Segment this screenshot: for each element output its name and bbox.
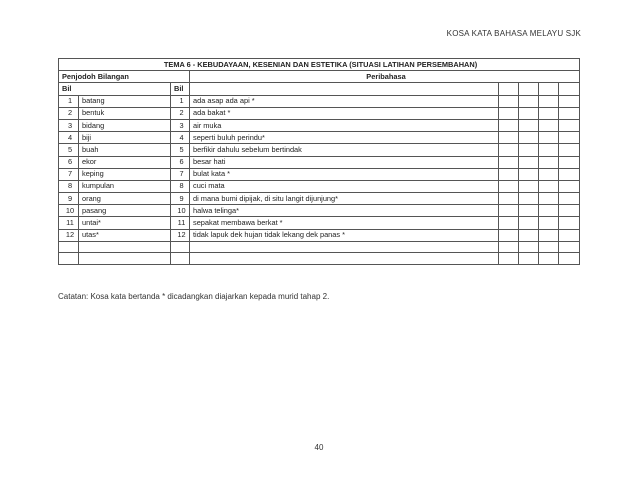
row-number-left: 3 <box>59 119 79 131</box>
empty-cell <box>499 119 519 131</box>
blank-row <box>59 253 580 265</box>
peribahasa-cell: cuci mata <box>190 180 499 192</box>
empty-cell <box>499 107 519 119</box>
peribahasa-cell: bulat kata * <box>190 168 499 180</box>
empty-cell <box>59 241 79 253</box>
bil-right-header: Bil <box>171 83 190 95</box>
empty-cell <box>539 217 559 229</box>
theme-title: TEMA 6 - KEBUDAYAAN, KESENIAN DAN ESTETIKA (SITUASI LATIHAN PERSEMBAHAN) <box>59 59 580 71</box>
empty-cell <box>559 229 580 241</box>
empty-cell <box>519 83 539 95</box>
penjodoh-cell: ekor <box>79 156 171 168</box>
penjodoh-cell: pasang <box>79 205 171 217</box>
empty-cell <box>519 107 539 119</box>
row-number-right: 3 <box>171 119 190 131</box>
empty-cell <box>559 241 580 253</box>
row-number-right: 7 <box>171 168 190 180</box>
empty-cell <box>499 229 519 241</box>
empty-cell <box>190 253 499 265</box>
peribahasa-header: Peribahasa <box>190 71 580 83</box>
row-number-right: 4 <box>171 132 190 144</box>
penjodoh-cell: biji <box>79 132 171 144</box>
empty-cell <box>59 253 79 265</box>
empty-cell <box>499 156 519 168</box>
empty-cell <box>519 193 539 205</box>
empty-cell <box>559 193 580 205</box>
peribahasa-cell: sepakat membawa berkat * <box>190 217 499 229</box>
empty-cell <box>539 168 559 180</box>
document-header: KOSA KATA BAHASA MELAYU SJK <box>446 29 581 38</box>
empty-cell <box>499 83 519 95</box>
empty-cell <box>559 156 580 168</box>
empty-cell <box>539 241 559 253</box>
empty-cell <box>559 119 580 131</box>
column-header-row <box>59 83 580 95</box>
group-header-row <box>59 71 580 83</box>
footnote: Catatan: Kosa kata bertanda * dicadangkan diajarkan kepada murid tahap 2. <box>58 292 330 301</box>
table-row <box>59 107 580 119</box>
penjodoh-cell: utas* <box>79 229 171 241</box>
penjodoh-cell: kumpulan <box>79 180 171 192</box>
row-number-left: 6 <box>59 156 79 168</box>
empty-cell <box>539 144 559 156</box>
empty-cell <box>519 132 539 144</box>
empty-cell <box>519 229 539 241</box>
empty-cell <box>519 144 539 156</box>
empty-cell <box>539 229 559 241</box>
row-number-left: 12 <box>59 229 79 241</box>
empty-cell <box>539 156 559 168</box>
penjodoh-cell: keping <box>79 168 171 180</box>
penjodoh-cell: batang <box>79 95 171 107</box>
empty-cell <box>171 241 190 253</box>
empty-cell <box>499 217 519 229</box>
empty-cell <box>519 205 539 217</box>
peribahasa-cell: berfikir dahulu sebelum bertindak <box>190 144 499 156</box>
empty-cell <box>559 168 580 180</box>
row-number-left: 1 <box>59 95 79 107</box>
page-number: 40 <box>314 443 324 452</box>
empty-cell <box>499 253 519 265</box>
bil-left-header: Bil <box>59 83 171 95</box>
row-number-right: 9 <box>171 193 190 205</box>
penjodoh-cell: buah <box>79 144 171 156</box>
vocabulary-table <box>58 58 580 265</box>
row-number-right: 1 <box>171 95 190 107</box>
empty-cell <box>559 107 580 119</box>
empty-cell <box>519 217 539 229</box>
empty-cell <box>539 180 559 192</box>
peribahasa-cell: ada asap ada api * <box>190 95 499 107</box>
empty-cell <box>519 180 539 192</box>
table-row <box>59 132 580 144</box>
empty-cell <box>559 83 580 95</box>
row-number-left: 9 <box>59 193 79 205</box>
empty-cell <box>519 253 539 265</box>
table-row <box>59 229 580 241</box>
empty-cell <box>499 168 519 180</box>
theme-row <box>59 59 580 71</box>
row-number-left: 7 <box>59 168 79 180</box>
empty-cell <box>559 217 580 229</box>
empty-cell <box>559 253 580 265</box>
peribahasa-cell: tidak lapuk dek hujan tidak lekang dek panas * <box>190 229 499 241</box>
empty-cell <box>539 132 559 144</box>
empty-cell <box>499 205 519 217</box>
empty-cell <box>539 95 559 107</box>
empty-cell <box>499 241 519 253</box>
penjodoh-cell: orang <box>79 193 171 205</box>
empty-cell <box>519 241 539 253</box>
blank-row <box>59 241 580 253</box>
empty-cell <box>519 95 539 107</box>
empty-cell <box>539 205 559 217</box>
row-number-right: 5 <box>171 144 190 156</box>
table-row <box>59 95 580 107</box>
empty-cell <box>499 144 519 156</box>
penjodoh-cell: bidang <box>79 119 171 131</box>
table-row <box>59 156 580 168</box>
table-row <box>59 168 580 180</box>
empty-cell <box>190 83 499 95</box>
empty-cell <box>559 144 580 156</box>
penjodoh-cell: untai* <box>79 217 171 229</box>
row-number-left: 11 <box>59 217 79 229</box>
empty-cell <box>519 156 539 168</box>
penjodoh-cell: bentuk <box>79 107 171 119</box>
table-row <box>59 217 580 229</box>
peribahasa-cell: di mana bumi dipijak, di situ langit dijunjung* <box>190 193 499 205</box>
row-number-left: 5 <box>59 144 79 156</box>
empty-cell <box>499 180 519 192</box>
empty-cell <box>79 241 171 253</box>
table-row <box>59 180 580 192</box>
table-row <box>59 193 580 205</box>
empty-cell <box>190 241 499 253</box>
empty-cell <box>539 119 559 131</box>
empty-cell <box>559 132 580 144</box>
empty-cell <box>559 180 580 192</box>
empty-cell <box>539 107 559 119</box>
peribahasa-cell: halwa telinga* <box>190 205 499 217</box>
row-number-right: 6 <box>171 156 190 168</box>
peribahasa-cell: ada bakat * <box>190 107 499 119</box>
empty-cell <box>539 83 559 95</box>
row-number-left: 2 <box>59 107 79 119</box>
table-row <box>59 144 580 156</box>
empty-cell <box>499 132 519 144</box>
row-number-left: 4 <box>59 132 79 144</box>
penjodoh-bilangan-header: Penjodoh Bilangan <box>59 71 190 83</box>
row-number-right: 8 <box>171 180 190 192</box>
row-number-right: 12 <box>171 229 190 241</box>
empty-cell <box>499 193 519 205</box>
table-row <box>59 119 580 131</box>
empty-cell <box>519 119 539 131</box>
empty-cell <box>171 253 190 265</box>
row-number-left: 10 <box>59 205 79 217</box>
empty-cell <box>499 95 519 107</box>
row-number-right: 11 <box>171 217 190 229</box>
peribahasa-cell: besar hati <box>190 156 499 168</box>
empty-cell <box>519 168 539 180</box>
table-row <box>59 205 580 217</box>
row-number-right: 10 <box>171 205 190 217</box>
row-number-right: 2 <box>171 107 190 119</box>
empty-cell <box>559 95 580 107</box>
empty-cell <box>559 205 580 217</box>
empty-cell <box>539 253 559 265</box>
peribahasa-cell: air muka <box>190 119 499 131</box>
empty-cell <box>539 193 559 205</box>
row-number-left: 8 <box>59 180 79 192</box>
empty-cell <box>79 253 171 265</box>
peribahasa-cell: seperti buluh perindu* <box>190 132 499 144</box>
